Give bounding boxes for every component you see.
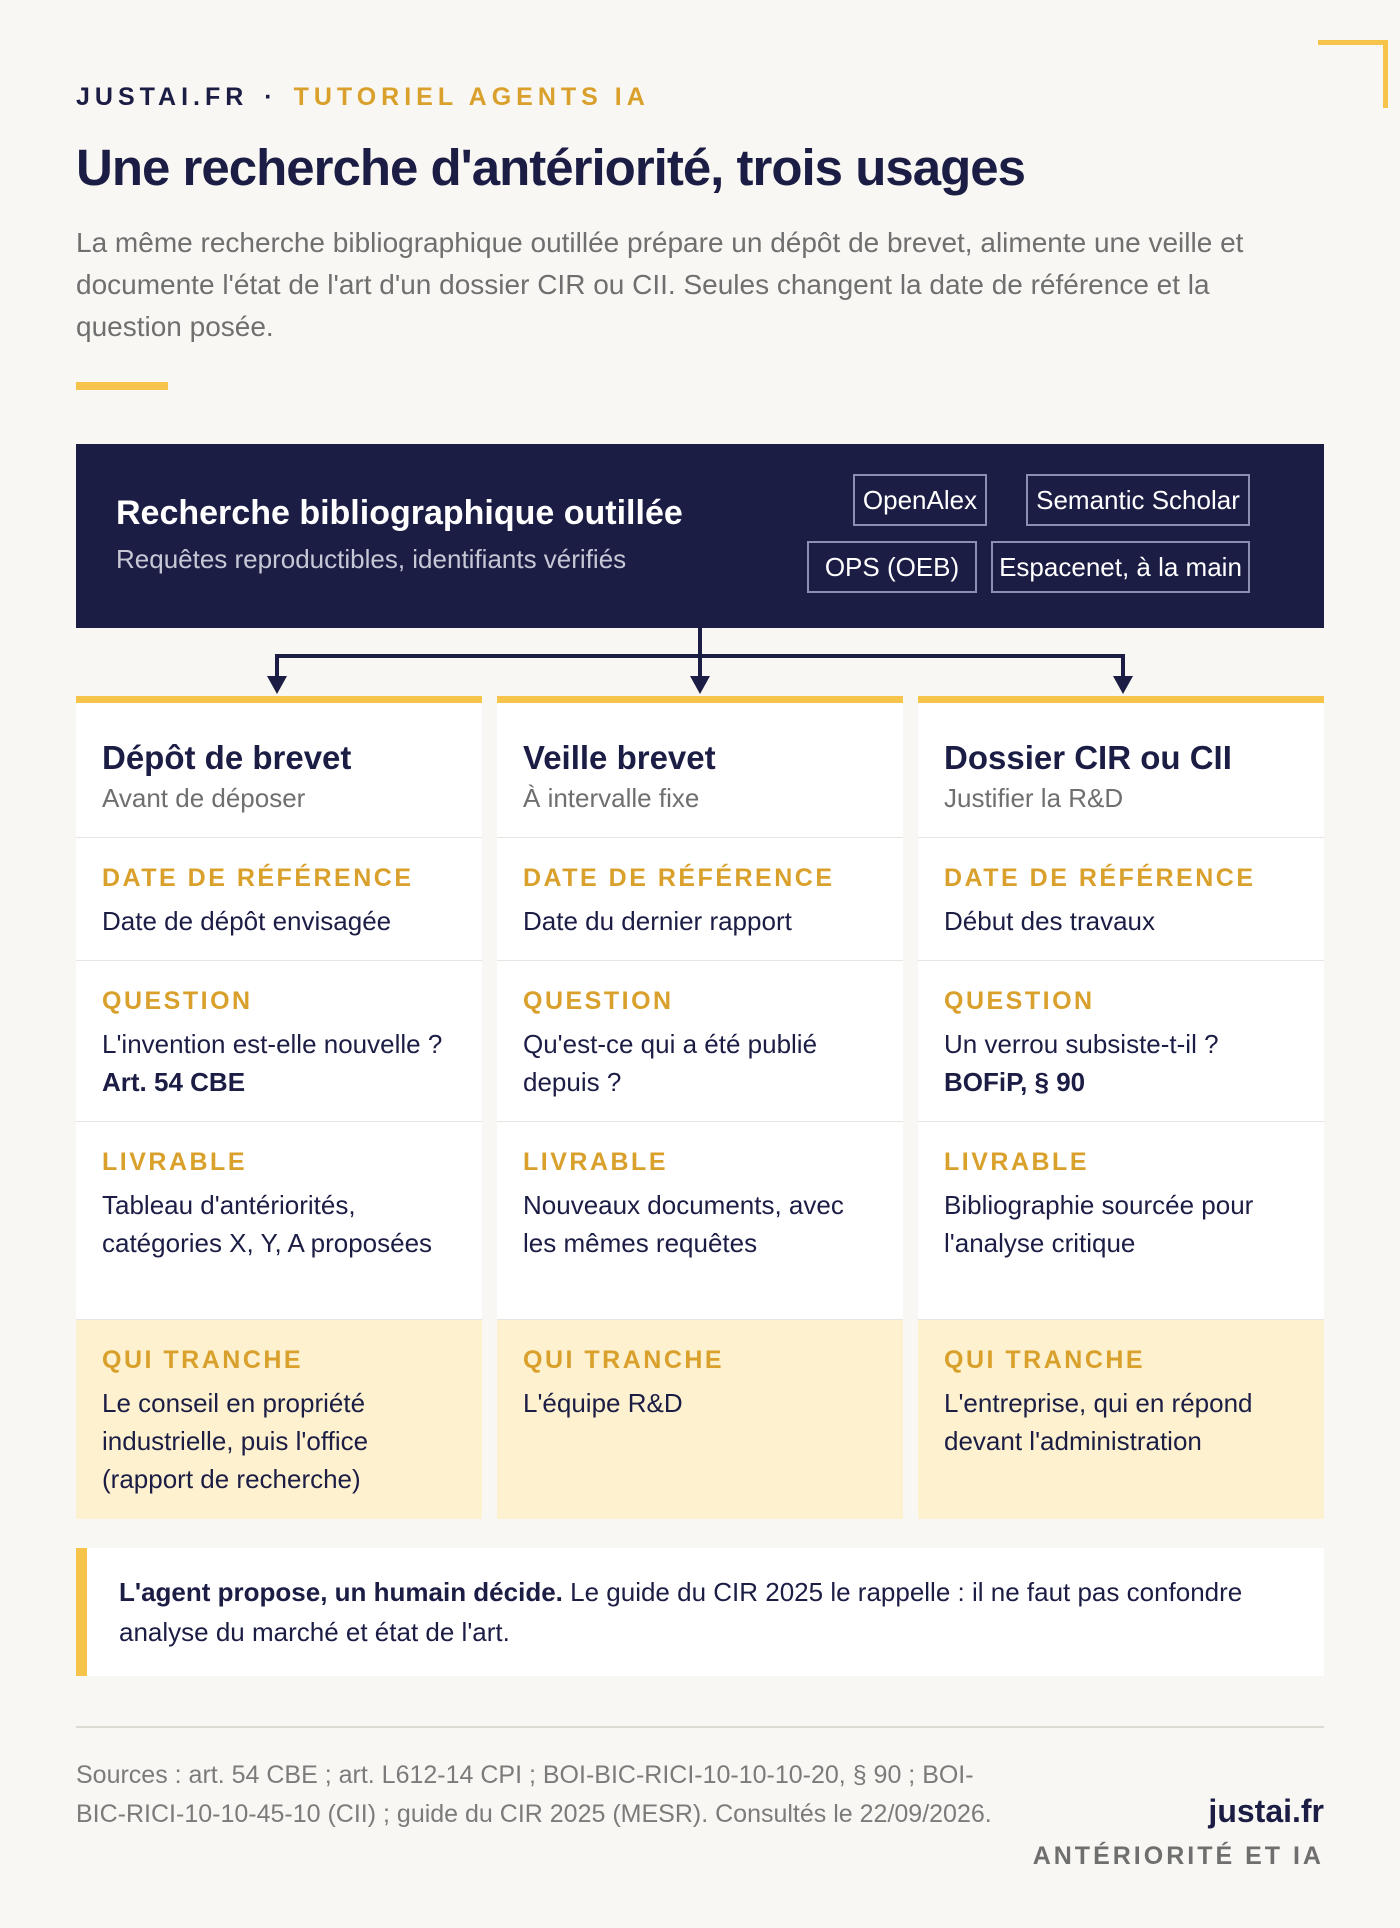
section-value: Qu'est-ce qui a été publié depuis ? xyxy=(523,1029,818,1097)
section-deliverable xyxy=(76,1122,482,1320)
section-value: L'équipe R&D xyxy=(523,1388,683,1418)
section-date xyxy=(76,838,482,961)
section-label: QUESTION xyxy=(102,987,253,1015)
footer-divider xyxy=(76,1726,1324,1728)
section-value: Date du dernier rapport xyxy=(523,906,792,936)
question-reference: BOFiP, § 90 xyxy=(944,1067,1086,1097)
footer-sources: Sources : art. 54 CBE ; art. L612-14 CPI ; BOI-BIC-RICI-10-10-10-20, § 90 ; BOI-BIC-RICI-10-10-45-10 (CII) ; guide du CIR 2025 (MESR). Consultés le 22/09/2026. xyxy=(76,1761,992,1828)
section-label: QUI TRANCHE xyxy=(102,1346,304,1374)
title-underline xyxy=(76,382,168,390)
callout-body: Le guide du CIR 2025 le rappelle : il ne faut pas confondre analyse du marché et état de l'art. xyxy=(119,1577,1243,1647)
source-box xyxy=(76,444,1324,628)
section-label: QUI TRANCHE xyxy=(944,1346,1146,1374)
column-subtitle: À intervalle fixe xyxy=(523,783,700,813)
column-head xyxy=(497,703,903,838)
section-question xyxy=(497,961,903,1122)
footer-brand: justai.fr xyxy=(1208,1793,1324,1829)
section-value: Début des travaux xyxy=(944,906,1156,936)
section-question xyxy=(76,961,482,1122)
tool-pill-ops: OPS (OEB) xyxy=(807,541,977,593)
tool-pill-espacenet: Espacenet, à la main xyxy=(991,541,1250,593)
section-decider xyxy=(497,1320,903,1519)
arrow-head-center xyxy=(690,676,710,694)
column-head xyxy=(76,703,482,838)
branch-connector xyxy=(0,628,1400,698)
tool-pill-semantic-scholar: Semantic Scholar xyxy=(1026,474,1250,526)
column-dossier-cir-cii xyxy=(918,696,1324,1512)
callout xyxy=(76,1548,1324,1676)
column-subtitle: Avant de déposer xyxy=(102,783,306,813)
callout-text xyxy=(119,1572,1279,1652)
section-deliverable xyxy=(918,1122,1324,1320)
section-date xyxy=(497,838,903,961)
section-value: L'entreprise, qui en répond devant l'administration xyxy=(944,1388,1253,1456)
arrow-head-right xyxy=(1113,676,1133,694)
section-decider xyxy=(918,1320,1324,1519)
eyebrow-series: TUTORIEL AGENTS IA xyxy=(293,83,650,111)
column-title: Veille brevet xyxy=(523,739,716,776)
section-value xyxy=(102,1025,462,1101)
page-subtitle: La même recherche bibliographique outillée prépare un dépôt de brevet, alimente une veille et documente l'état de l'art d'un dossier CIR ou CII. Seules changent la date de référence et la question posée. xyxy=(76,227,1244,342)
column-depot-brevet xyxy=(76,696,482,1512)
question-text: L'invention est-elle nouvelle ? xyxy=(102,1029,443,1059)
question-text: Un verrou subsiste-t-il ? xyxy=(944,1029,1219,1059)
section-label: QUI TRANCHE xyxy=(523,1346,725,1374)
source-subtitle: Requêtes reproductibles, identifiants vérifiés xyxy=(116,544,627,574)
section-label: LIVRABLE xyxy=(523,1148,668,1176)
section-label: LIVRABLE xyxy=(944,1148,1089,1176)
column-subtitle: Justifier la R&D xyxy=(944,783,1124,813)
eyebrow-brand: JUSTAI.FR xyxy=(76,83,249,111)
eyebrow xyxy=(76,83,650,112)
section-value: Nouveaux documents, avec les mêmes requêtes xyxy=(523,1190,844,1258)
section-label: DATE DE RÉFÉRENCE xyxy=(944,864,1256,892)
section-label: DATE DE RÉFÉRENCE xyxy=(102,864,414,892)
column-title: Dossier CIR ou CII xyxy=(944,739,1232,776)
section-value: Bibliographie sourcée pour l'analyse critique xyxy=(944,1190,1254,1258)
section-value xyxy=(944,1025,1304,1101)
section-label: LIVRABLE xyxy=(102,1148,247,1176)
corner-bracket-decoration xyxy=(1318,40,1388,108)
section-deliverable xyxy=(497,1122,903,1320)
footer-tag: ANTÉRIORITÉ ET IA xyxy=(1032,1842,1324,1870)
column-title: Dépôt de brevet xyxy=(102,739,352,776)
column-head xyxy=(918,703,1324,838)
tool-pill-openalex: OpenAlex xyxy=(853,474,987,526)
source-title: Recherche bibliographique outillée xyxy=(116,494,683,532)
section-value: Tableau d'antériorités, catégories X, Y, A proposées xyxy=(102,1190,433,1258)
section-date xyxy=(918,838,1324,961)
column-veille-brevet xyxy=(497,696,903,1512)
callout-bold: L'agent propose, un humain décide. xyxy=(119,1577,563,1607)
section-question xyxy=(918,961,1324,1122)
section-value: Date de dépôt envisagée xyxy=(102,906,392,936)
section-label: QUESTION xyxy=(944,987,1095,1015)
page-title: Une recherche d'antériorité, trois usages xyxy=(76,139,1025,196)
arrow-head-left xyxy=(267,676,287,694)
eyebrow-separator: · xyxy=(264,83,278,111)
question-reference: Art. 54 CBE xyxy=(102,1067,246,1097)
section-value: Le conseil en propriété industrielle, puis l'office (rapport de recherche) xyxy=(102,1388,369,1494)
section-label: QUESTION xyxy=(523,987,674,1015)
section-label: DATE DE RÉFÉRENCE xyxy=(523,864,835,892)
section-decider xyxy=(76,1320,482,1519)
